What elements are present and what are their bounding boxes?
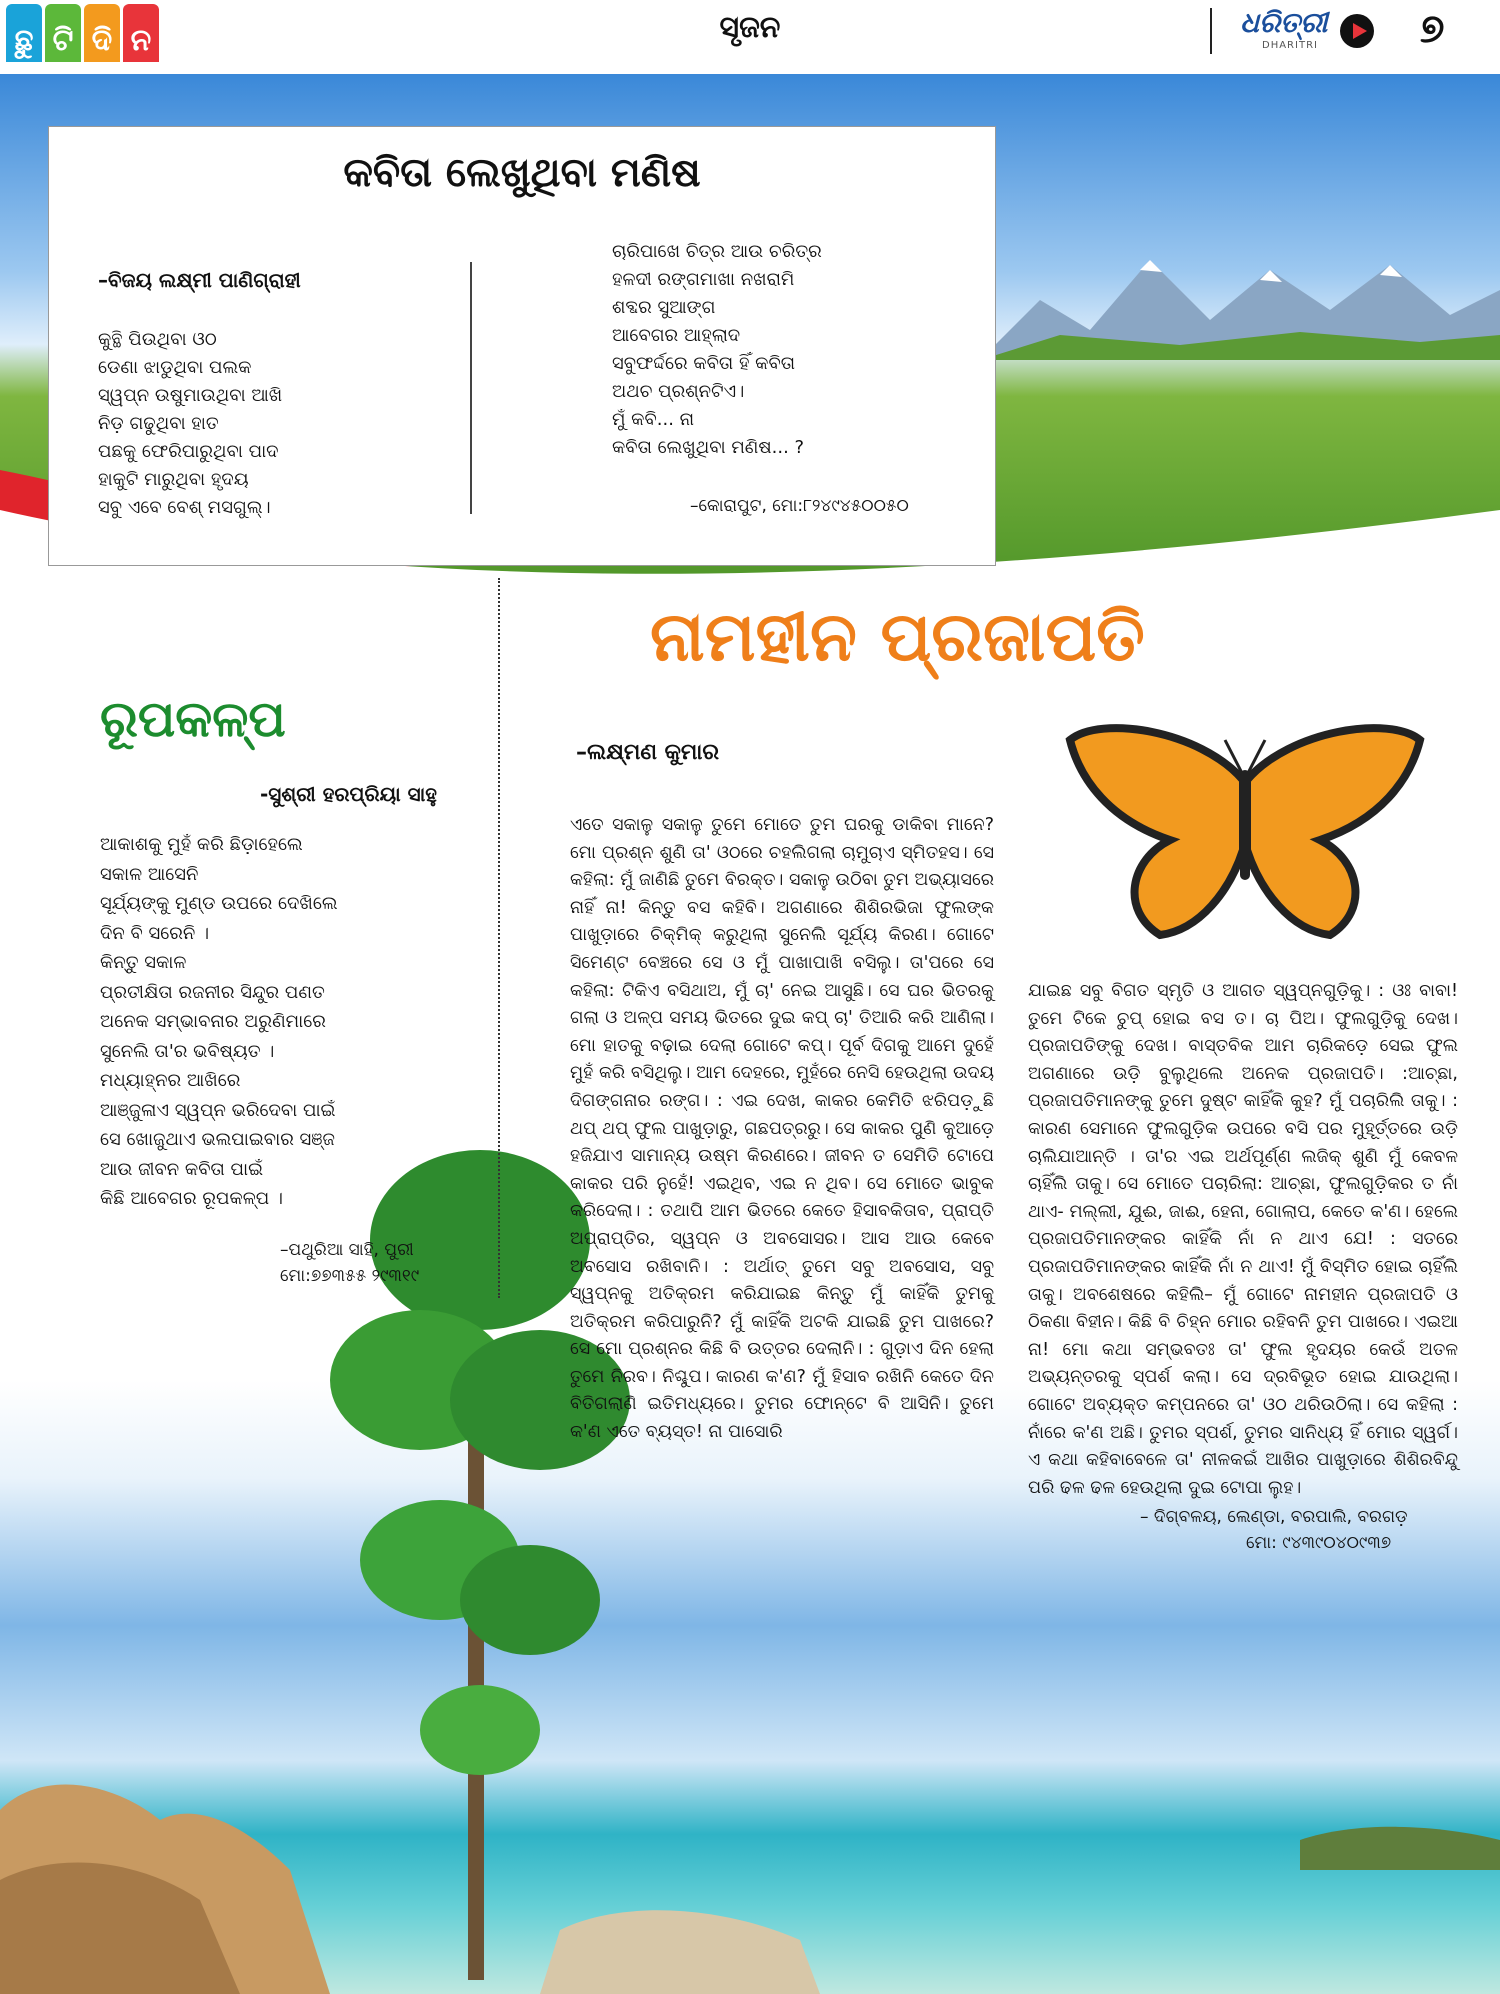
rupakalpa-title: ରୂପକଳ୍ପ xyxy=(100,690,286,748)
poem-line: ଆଞ୍ଜୁଳାଏ ସ୍ୱପ୍ନ ଭରିଦେବା ପାଇଁ xyxy=(100,1099,336,1121)
poem-title: କବିତା ଲେଖୁଥିବା ମଣିଷ xyxy=(343,150,701,196)
masthead-tile-3: ଦି xyxy=(84,4,120,62)
masthead-logo xyxy=(6,4,159,62)
poem-line: ଅନେକ ସମ୍ଭାବନାର ଅରୁଣିମାରେ xyxy=(100,1011,326,1032)
poem-line: ଦିନ ବି ସରେନି । xyxy=(100,922,210,944)
column-divider xyxy=(498,578,500,1298)
poem-line: ମଧ୍ୟାହ୍ନର ଆଖିରେ xyxy=(100,1070,241,1091)
poem-line: ଆକାଶକୁ ମୁହଁ କରି ଛିଡ଼ାହେଲେ xyxy=(100,834,303,855)
section-title: ସୃଜନ xyxy=(719,10,781,45)
poem-line: ହାକୁଟି ମାରୁଥିବା ହୃଦୟ xyxy=(98,469,249,490)
poem-line: ନିଡ଼ ଗଢୁଥିବା ହାତ xyxy=(98,413,219,434)
poem-author: –ବିଜୟ ଲକ୍ଷ୍ମୀ ପାଣିଗ୍ରାହୀ xyxy=(98,268,301,292)
brand-subtitle: DHARITRI xyxy=(1262,40,1318,51)
poem-line: ସେ ଖୋଜୁଥାଏ ଭଲପାଇବାର ସଞ୍ଜ xyxy=(100,1129,335,1150)
poem-line: ଆଉ ଜୀବନ କବିତା ପାଇଁ xyxy=(100,1158,264,1180)
poem-line: ହଳଦୀ ରଙ୍ଗମାଖା ନଖରାମି xyxy=(612,269,795,290)
rupakalpa-author: -ସୁଶ୍ରୀ ହରପ୍ରିୟା ସାହୁ xyxy=(260,782,437,806)
rupakalpa-signoff-phone: ମୋ:୭୭୩୫୫ ୨୯୩୧୯ xyxy=(280,1266,420,1286)
story-author: –ଲକ୍ଷ୍ମଣ କୁମାର xyxy=(576,740,720,765)
story-signoff-address: – ଦିଗ୍‌ବଳୟ, ଲେଣ୍ଡା, ବରପାଲି, ବରଗଡ଼ xyxy=(1140,1507,1408,1527)
poem-line: କବିତା ଲେଖୁଥିବା ମଣିଷ... ? xyxy=(612,437,805,458)
poem-line: ସବୁଫର୍ଦ୍ଦରେ କବିତା ହିଁ କବିତା xyxy=(612,353,796,374)
poem-line: କୁନ୍ଥି ପିଉଥିବା ଓଠ xyxy=(98,329,217,350)
poem-column-divider xyxy=(470,262,472,514)
poem-line: ପ୍ରତୀକ୍ଷିତା ରଜନୀର ସିନ୍ଦୁର ପଣତ xyxy=(100,981,325,1003)
poem-column-1 xyxy=(98,326,458,522)
butterfly-illustration xyxy=(1060,720,1430,945)
poem-line: ସୂର୍ଯ୍ୟଙ୍କୁ ମୁଣ୍ଡ ଉପରେ ଦେଖିଲେ xyxy=(100,893,338,914)
masthead-tile-2: ଟି xyxy=(45,4,81,62)
poem-line: ସକାଳ ଆସେନି xyxy=(100,863,199,885)
story-signoff-phone: ମୋ: ୯୪୩୯୦୪୦୯୩୭ xyxy=(1246,1533,1392,1553)
poem-line: କିନ୍ତୁ ସକାଳ xyxy=(100,952,187,973)
poem-line: ସୁନେଲି ତା'ର ଭବିଷ୍ୟତ । xyxy=(100,1040,275,1062)
poem-signoff: –କୋରାପୁଟ, ମୋ:୮୨୪୯୪୫୦୦୫୦ xyxy=(690,496,909,516)
brand-logo: ଧରିତ୍ରୀ xyxy=(1240,6,1328,39)
poem-line: ଚାରିପାଖେ ଚିତ୍ର ଆଉ ଚରିତ୍ର xyxy=(612,241,822,262)
page-number: ୭ xyxy=(1420,6,1445,52)
poem-line: ଆବେଗର ଆହ୍ଲାଦ xyxy=(612,325,741,346)
poem-column-2 xyxy=(612,238,992,462)
poem-line: ପଛକୁ ଫେରିପାରୁଥିବା ପାଦ xyxy=(98,441,279,462)
masthead-tile-4: ନ xyxy=(123,4,159,62)
poem-line: ଅଥଚ ପ୍ରଶ୍ନଟିଏ। xyxy=(612,381,745,402)
mountain-illustration xyxy=(980,240,1500,360)
story-column-1: ଏତେ ସକାଳୁ ସକାଳୁ ତୁମେ ମୋତେ ତୁମ ଘରକୁ ଡାକିବା ମାନେ? ମୋ ପ୍ରଶ୍ନ ଶୁଣି ତା' ଓଠରେ ଚହଲିଗଲା ଚାମୁଚାଏ ସ୍ମିତହସ। ସେ କହିଲା: ମୁଁ ଜାଣିଛି ତୁମେ ବିରକ୍ତ। ସକାଳୁ ଉଠିବା ତୁମ ଅଭ୍ୟାସରେ ନାହିଁ ନା! କିନ୍ତୁ ବସ କହିବି। ଅଗଣାରେ ଶିଶିରଭିଜା ଫୁଲଙ୍କ ପାଖୁଡ଼ାରେ ଚିକ୍‌ମିକ୍ କରୁଥିଲା ସୁନେଲି ସୂର୍ଯ୍ୟ କିରଣ। ଗୋଟେ ସିମେଣ୍ଟ ବେଞ୍ଚରେ ସେ ଓ ମୁଁ ପାଖାପାଖି ବସିଲୁ। ତା'ପରେ ସେ କହିଲା: ଟିକିଏ ବସିଥାଅ, ମୁଁ ଚା' ନେଇ ଆସୁଛି। ସେ ଘର ଭିତରକୁ ଗଲା ଓ ଅଳ୍ପ ସମୟ ଭିତରେ ଦୁଇ କପ୍ ଚା' ତିଆରି କରି ଆଣିଲା। ମୋ ହାତକୁ ବଢ଼ାଇ ଦେଲା ଗୋଟେ କପ୍। ପୂର୍ବ ଦିଗକୁ ଆମେ ଦୁହେଁ ମୁହଁ କରି ବସିଥିଲୁ। ଆମ ଦେହରେ, ମୁହଁରେ ନେସି ହେଉଥିଲା ଉଦୟ ଦିଗଙ୍ଗନାର ରଙ୍ଗ। : ଏଇ ଦେଖ, କାକର କେମିତି ଝରିପଡ଼ୁଛି ଥପ୍ ଥପ୍ ଫୁଲ ପାଖୁଡ଼ାରୁ, ଗଛପତ୍ରରୁ। ସେ କାକର ପୁଣି କୁଆଡ଼େ ହଜିଯାଏ ସାମାନ୍ୟ ଉଷ୍ମ କିରଣରେ। ଜୀବନ ତ ସେମିତି ଟୋପେ କାକର ପରି ନୁହେଁ! ଏଇଥିବ, ଏଇ ନ ଥିବ। ସେ ମୋତେ ଭାବୁକ କରିଦେଲା। : ତଥାପି ଆମ ଭିତରେ କେତେ ହିସାବକିତାବ, ପ୍ରାପ୍ତି ଅପ୍ରାପ୍ତିର, ସ୍ୱପ୍ନ ଓ ଅବସୋସର। ଆସ ଆଉ କେବେ ଅବସୋସ ରଖିବାନି। : ଅର୍ଥାତ୍ ତୁମେ ସବୁ ଅବସୋସ, ସବୁ ସ୍ୱପ୍ନକୁ ଅତିକ୍ରମ କରିଯାଇଛ କିନ୍ତୁ ମୁଁ କାହିଁକି ତୁମକୁ ଅତିକ୍ରମ କରିପାରୁନି? ମୁଁ କାହିଁକି ଅଟକି ଯାଇଛି ତୁମ ପାଖରେ? ସେ ମୋ ପ୍ରଶ୍ନର କିଛି ବି ଉତ୍ତର ଦେଲାନି। : ଗୁଡ଼ାଏ ଦିନ ହେଲା ତୁମେ ନିରବ। ନିଶ୍ଚୁପ। କାରଣ କ'ଣ? ମୁଁ ହିସାବ ରଖିନି କେତେ ଦିନ ବିତିଗଲାଣି ଇତିମଧ୍ୟରେ। ତୁମର ଫୋନ୍‌ଟେ ବି ଆସିନି। ତୁମେ କ'ଣ ଏତେ ବ୍ୟସ୍ତ! ନା ପାସୋରି xyxy=(570,815,994,1443)
rupakalpa-body xyxy=(100,830,480,1214)
poem-line: ଡେଣା ଝାଡୁଥିବା ପଲକ xyxy=(98,357,252,378)
poem-line: କିଛି ଆବେଗର ରୂପକଳ୍ପ । xyxy=(100,1188,284,1209)
story-title: ନାମହୀନ ପ୍ରଜାପତି xyxy=(650,598,1145,677)
masthead-tile-1: ଛୁ xyxy=(6,4,42,62)
poem-line: ସ୍ୱପ୍ନ ଉଷୁମାଉଥିବା ଆଖି xyxy=(98,385,283,406)
poem-line: ମୁଁ କବି... ନା xyxy=(612,409,695,430)
header-divider xyxy=(1210,8,1212,54)
rocks-illustration xyxy=(0,1730,1500,1994)
poem-line: ଶବ୍ଦର ସୁଆଙ୍ଗ xyxy=(612,297,716,318)
poem-line: ସବୁ ଏବେ ବେଶ୍ ମସଗୁଲ୍। xyxy=(98,497,271,518)
rupakalpa-signoff-address: –ପଥୁରିଆ ସାହି, ପୁରୀ xyxy=(280,1240,414,1260)
story-column-2: ଯାଇଛ ସବୁ ବିଗତ ସ୍ମୃତି ଓ ଆଗତ ସ୍ୱପ୍ନଗୁଡ଼ିକୁ। : ଓଃ ବାବା! ତୁମେ ଟିକେ ଚୁପ୍ ହୋଇ ବସ ତ। ଚା ପିଅ। ଫୁଲଗୁଡ଼ିକୁ ଦେଖ। ପ୍ରଜାପତିଙ୍କୁ ଦେଖ। ବାସ୍ତବିକ ଆମ ଚାରିକଡ଼େ ସେଇ ଫୁଲ ଅଗଣାରେ ଉଡ଼ି ବୁଲୁଥିଲେ ଅନେକ ପ୍ରଜାପତି। :ଆଚ୍ଛା, ପ୍ରଜାପତିମାନଙ୍କୁ ତୁମେ ଦୁଷ୍ଟ କାହିଁକି କୁହ? ମୁଁ ପଚାରିଲି ତାକୁ। : କାରଣ ସେମାନେ ଫୁଲଗୁଡ଼ିକ ଉପରେ ବସି ପର ମୁହୂର୍ତ୍ତରେ ଉଡ଼ି ଚାଲିଯାଆନ୍ତି । ତା'ର ଏଇ ଅର୍ଥପୂର୍ଣ୍ଣ ଲଜିକ୍ ଶୁଣି ମୁଁ କେବଳ ଚାହିଁଲି ତାକୁ। ସେ ମୋତେ ପଚାରିଲା: ଆଚ୍ଛା, ଫୁଲଗୁଡ଼ିକର ତ ନାଁ ଥାଏ- ମଲ୍ଲୀ, ଯୁଈ, ଜାଈ, ହେନା, ଗୋଲାପ, କେତେ କ'ଣ। ହେଲେ ପ୍ରଜାପତିମାନଙ୍କର କାହିଁକି ନାଁ ନ ଥାଏ ଯେ! : ସତରେ ପ୍ରଜାପତିମାନଙ୍କର କାହିଁକି ନାଁ ନ ଥାଏ! ମୁଁ ବିସ୍ମିତ ହୋଇ ଚାହିଁଲି ତାକୁ। ଅବଶେଷରେ କହିଲି– ମୁଁ ଗୋଟେ ନାମହୀନ ପ୍ରଜାପତି ଓ ଠିକଣା ବିହୀନ। କିଛି ବି ଚିହ୍ନ ମୋର ରହିବନି ତୁମ ପାଖରେ। ଏଇଆ ନା! ମୋ କଥା ସମ୍ଭବତଃ ତା' ଫୁଲ ହୃଦୟର କେଉଁ ଅତଳ ଅଭ୍ୟନ୍ତରକୁ ସ୍ପର୍ଶ କଲା। ସେ ଦ୍ରବିଭୂତ ହୋଇ ଯାଉଥିଲା। ଗୋଟେ ଅବ୍ୟକ୍ତ କମ୍ପନରେ ତା' ଓଠ ଥରିଉଠିଲା। ସେ କହିଲା : ନାଁରେ କ'ଣ ଅଛି। ତୁମର ସ୍ପର୍ଶ, ତୁମର ସାନିଧ୍ୟ ହିଁ ମୋର ସ୍ୱର୍ଗ। ଏ କଥା କହିବାବେଳେ ତା' ନୀଳକଇଁ ଆଖିର ପାଖୁଡ଼ାରେ ଶିଶିରବିନ୍ଦୁ ପରି ଢଳ ଢଳ ହେଉଥିଲା ଦୁଇ ଟୋପା ଲୁହ। xyxy=(1028,981,1458,1498)
play-triangle-icon xyxy=(1353,23,1367,39)
